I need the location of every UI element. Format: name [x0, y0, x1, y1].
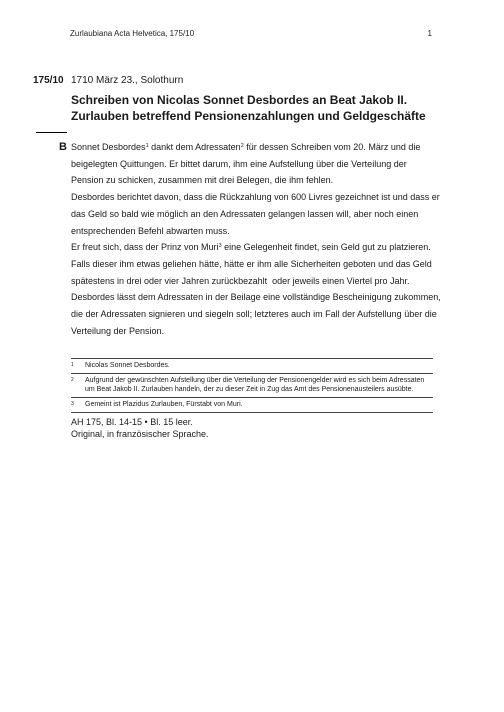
footnote-number: 2	[71, 377, 74, 383]
footnote-text: Nicolas Sonnet Desbordes.	[85, 362, 170, 369]
document-title	[71, 92, 441, 124]
document-date-place: 1710 März 23., Solothurn	[71, 75, 184, 86]
footnote	[71, 397, 433, 412]
section-marker: B	[59, 141, 67, 153]
running-head	[70, 29, 432, 38]
document-title-line-2: Zurlauben betreffend Pensionenzahlungen und Geldgeschäfte	[71, 109, 426, 123]
footnote	[71, 358, 433, 373]
p3-text-b: eine Gelegenheit findet, sein Geld gut zu platzieren. Falls dieser ihm etwas geliehen hätte, hätte er ihm alle Sicherheiten geboten und das Geld spätestens in drei oder vier Jahren zurückbezahlt ⁠ oder jeweils einen Viertel pro Jahr.	[71, 242, 432, 286]
paragraph-1	[71, 139, 441, 189]
footnote-number: 3	[71, 401, 74, 407]
footnote-ref-1[interactable]: 1	[145, 143, 149, 149]
document-number: 175/10	[33, 75, 64, 86]
source-information	[71, 412, 433, 440]
footnote	[71, 373, 433, 397]
p1-text-b: dankt dem Adressaten	[148, 142, 241, 152]
footnote-text: Gemeint ist Plazidus Zurlauben, Fürstabt von Muri.	[85, 401, 243, 408]
section-rule	[36, 132, 67, 133]
paragraph-2: Desbordes berichtet davon, dass die Rückzahlung von 600 Livres gezeichnet ist und dass er das Geld so bald wie möglich an den Adressaten gelangen lassen will, aber noch einen entsprechenden Befehl abwarten muss.	[71, 192, 440, 236]
regest-body	[71, 139, 441, 339]
source-language-note: Original, in französischer Sprache.	[71, 429, 209, 439]
footnote-number: 1	[71, 362, 74, 368]
footnote-ref-3[interactable]: 3	[218, 243, 222, 250]
footnotes-section	[71, 358, 433, 440]
p1-text-c: für dessen Schreiben vom 20. März und die beigelegten Quittungen. Er bittet darum, ihm eine Aufstellung über die Verteilung der Pension zu schicken, zusammen mit drei Belegen, die ihm fehlen.	[71, 142, 421, 186]
source-archive-reference: AH 175, Bl. 14-15 • Bl. 15 leer.	[71, 417, 193, 427]
p3-text-a: Er freut sich, dass der Prinz von Muri	[71, 242, 219, 253]
paragraph-4: Desbordes lässt dem Adressaten in der Beilage eine vollständige Bescheinigung zukommen, die der Adressaten signieren und siegeln soll; letzteres auch im Fall der Aufstellung über die Verteilung der Pension.	[71, 292, 441, 336]
page-number: 1	[427, 29, 432, 38]
footnote-text: Aufgrund der gewünschten Aufstellung über die Verteilung der Pensionengelder wird es sich beim Adressaten um Beat Jakob II. Zurlauben handeln, der zu dieser Zeit in Zug das Amt des Pensionenausteilers ausübte.	[85, 377, 425, 393]
document-title-line-1: Schreiben von Nicolas Sonnet Desbordes an Beat Jakob II.	[71, 93, 408, 107]
footnote-ref-2[interactable]: 2	[240, 143, 244, 149]
paragraph-3	[71, 239, 441, 289]
running-head-title: Zurlaubiana Acta Helvetica, 175/10	[70, 29, 195, 38]
p1-text-a: Sonnet Desbordes	[71, 142, 146, 152]
